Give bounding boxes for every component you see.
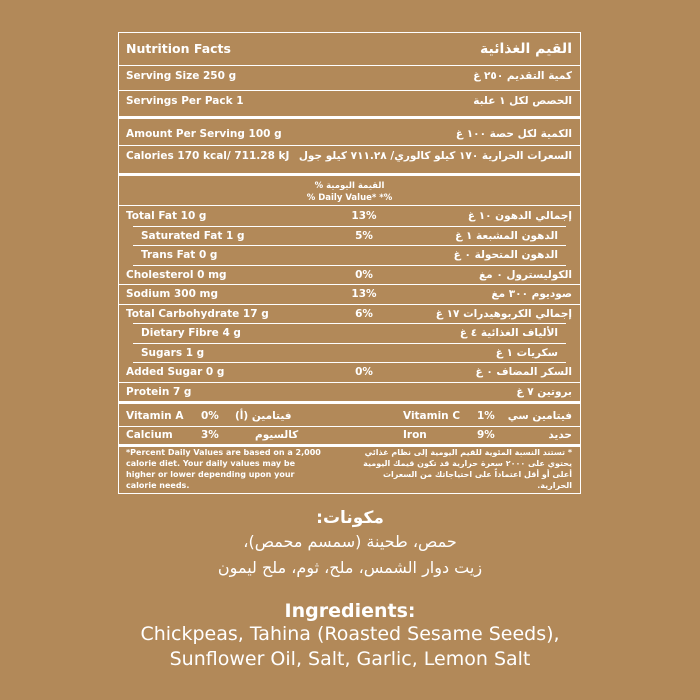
ingredients-en-line1: Chickpeas, Tahina (Roasted Sesame Seeds), [140,623,560,645]
vitamin-c-pct: 1% [477,410,495,422]
divider-thick [119,116,580,119]
nutrient-label-ar: إجمالي الدهون ١٠ غ [467,210,572,222]
calories-ar: السعرات الحرارية ١٧٠ كيلو كالوري/ ٧١١.٢٨ كيلو جول [298,150,572,162]
vitamin-c-en: Vitamin C [403,410,461,422]
serving-size-row [119,66,580,86]
vitamin-a-ar: فيتامين (أ) [235,410,292,422]
amount-per-serving-row [119,124,580,144]
ingredients-en-line2: Sunflower Oil, Salt, Garlic, Lemon Salt [169,648,531,670]
divider-thick [119,401,580,404]
servings-per-pack-en: Servings Per Pack 1 [126,95,244,107]
nutrient-row [119,284,580,304]
nutrient-label-ar: صوديوم ٣٠٠ مغ [491,288,572,300]
nutrient-label-ar: الكوليسترول ٠ مغ [478,268,572,281]
serving-size-en: Serving Size 250 g [126,70,237,82]
nutrient-label-ar: الدهون المشبعة ١ غ [455,229,558,242]
nutrient-daily-value: 0% [355,268,373,281]
nutrient-row [119,265,580,285]
nutrient-label-en: Sugars 1 g [141,346,205,359]
nutrient-label-en: Cholesterol 0 mg [126,268,227,281]
servings-per-pack-ar: الحصص لكل ١ علبة [473,95,572,107]
nutrient-label-ar: سكريات ١ غ [495,346,558,359]
nutrient-row [119,304,580,324]
calcium-pct: 3% [201,429,219,441]
serving-size-ar: كمية التقديم ٢٥٠ غ [473,70,572,82]
nutrient-row [119,323,580,343]
vitamin-a-pct: 0% [201,410,219,422]
nutrient-row [119,206,580,226]
nutrient-daily-value: 13% [351,288,377,300]
iron-en: Iron [403,429,427,441]
nutrient-label-en: Dietary Fibre 4 g [141,327,241,339]
nutrient-row [119,245,580,265]
amount-per-serving-ar: الكمية لكل حصة ١٠٠ غ [455,128,572,140]
nutrient-daily-value: 13% [351,210,377,222]
divider-thick [119,173,580,176]
ingredients-ar-line1: حمص، طحينة (سمسم محمص)، [243,532,457,551]
ingredients-ar-line2: زيت دوار الشمس، ملح، ثوم، ملح ليمون [217,558,483,577]
nutrient-daily-value: 5% [355,229,373,242]
nutrient-row [119,226,580,246]
nutrient-label-ar: السكر المضاف ٠ غ [475,366,572,378]
calories-row [119,146,580,166]
nutrient-label-ar: الألياف الغذائية ٤ غ [459,327,558,339]
nutrient-label-ar: إجمالي الكربوهيدرات ١٧ غ [435,307,572,320]
iron-pct: 9% [477,429,495,441]
ingredients-en-title: Ingredients: [284,600,416,622]
ingredients-ar-title: مكونات: [316,508,384,528]
nutrient-label-en: Total Carbohydrate 17 g [126,307,269,320]
header-en: Nutrition Facts [126,41,231,56]
amount-per-serving-en: Amount Per Serving 100 g [126,128,282,140]
nutrition-header [119,39,580,59]
nutrient-label-en: Saturated Fat 1 g [141,229,245,242]
nutrient-label-en: Sodium 300 mg [126,288,218,300]
nutrient-label-ar: الدهون المتحولة ٠ غ [453,249,558,261]
nutrient-daily-value: 0% [355,366,373,378]
nutrient-row [119,343,580,363]
vitamin-a-en: Vitamin A [126,410,184,422]
nutrient-daily-value: 6% [355,307,373,320]
daily-value-ar: القيمة اليومية % [314,181,385,191]
nutrient-row [119,362,580,382]
iron-ar: حديد [548,429,572,441]
calcium-ar: كالسيوم [255,429,299,441]
nutrient-label-en: Trans Fat 0 g [141,249,218,261]
servings-per-pack-row [119,91,580,111]
calcium-en: Calcium [126,429,173,441]
nutrient-label-en: Protein 7 g [126,385,192,398]
header-ar: القيم الغذائية [479,41,572,57]
daily-value-en: % Daily Value* *% [306,193,393,203]
calories-en: Calories 170 kcal/ 711.28 kJ [126,150,290,162]
nutrient-label-en: Added Sugar 0 g [126,366,225,378]
vitamin-c-ar: فيتامين سي [507,410,572,422]
footnote-ar: * تستند النسبة المئوية للقيم اليومية إلى نظام غذائي يحتوي على ٢٠٠٠ سعرة حرارية قد تكون قيمك اليومية أعلى أو أقل اعتماداً على احتياجاتك من السعرات الحرارية. [363,448,572,490]
divider [119,426,580,427]
nutrient-row [119,382,580,402]
nutrition-facts-panel [118,32,581,494]
nutrient-label-ar: بروتين ٧ غ [516,385,572,398]
footnote-en: *Percent Daily Values are based on a 2,000 calorie diet. Your daily values may be higher or lower depending upon your calorie needs. [126,448,321,490]
nutrient-label-en: Total Fat 10 g [126,210,207,222]
